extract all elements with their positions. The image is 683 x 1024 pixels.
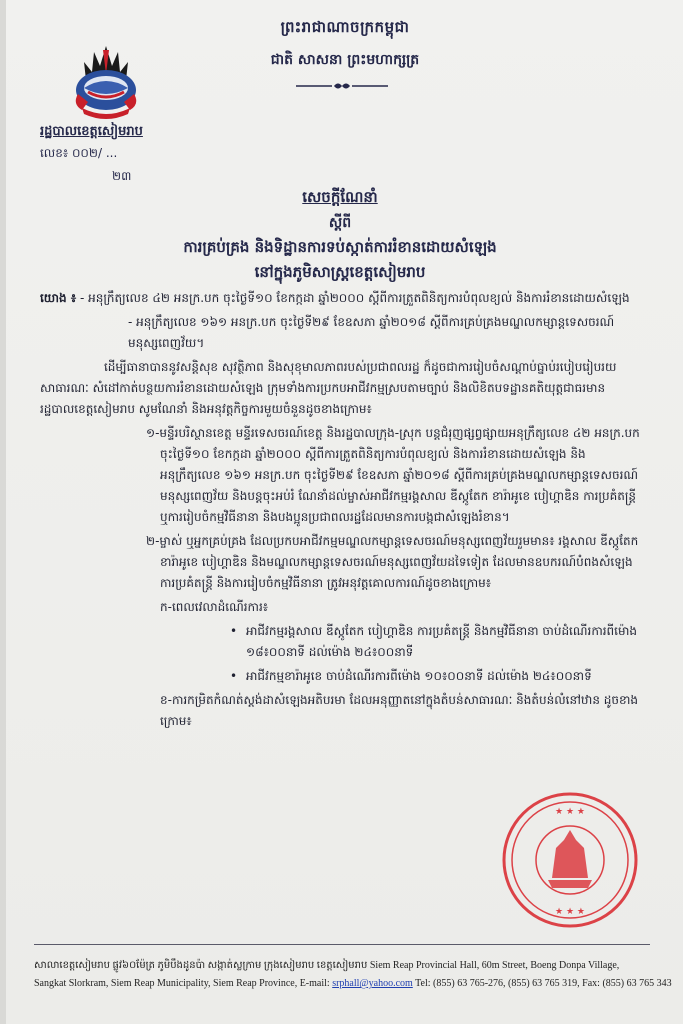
provincial-logo	[70, 44, 142, 120]
sub-item-a: ក-ពេលវេលាដំណើរការ៖	[160, 600, 269, 614]
reference-1-text: - អនុក្រឹត្យលេខ ៤២ អនក្រ.បក ចុះថ្ងៃទី១០ ខែកក្កដា ឆ្នាំ២០០០ ស្តីពីការត្រួតពិនិត្យការបំពុលខ្យល់ និងការរំខានដោយសំឡេង	[79, 291, 630, 305]
footer-phone: Tel: (855) 63 765-276, (855) 63 765 319, Fax: (855) 63 765 343	[415, 978, 672, 989]
footer-address-km: សាលាខេត្តសៀមរាប ផ្លូវ៦០ម៉ែត្រ ភូមិបឹងដូនប៉ា សង្កាត់ស្លក្រាម ក្រុងសៀមរាប ខេត្តសៀមរាប	[34, 960, 368, 971]
document-body	[40, 288, 640, 735]
item-1: ១-មន្ទីរបរិស្ថានខេត្ត មន្ទីរទេសចរណ៍ខេត្ត និងរដ្ឋបាលក្រុង-ស្រុក បន្តជំរុញផ្សព្វផ្សាយអនុក្រឹត្យលេខ ៤២ អនក្រ.បក ចុះថ្ងៃទី១០ ខែកក្កដា ឆ្នាំ២០០០ ស្តីពីការត្រួតពិនិត្យការបំពុលខ្យល់ និងការរំខានដោយសំឡេង និងអនុក្រឹត្យលេខ ១៦១ អនក្រ.បក ចុះថ្ងៃទី២៩ ខែឧសភា ឆ្នាំ២០១៨ ស្តីពីការគ្រប់គ្រងមណ្ឌលកម្សាន្តទេសចរណ៍មនុស្សពេញវ័យ និងបន្តចុះអប់រំ ណែនាំដល់ម្ចាស់អាជីវកម្មរង្គសាល ឌីស្កូតែក ខារ៉ាអូខេ បៀហ្គាឌិន ការប្រគំតន្ត្រី ឬការរៀបចំកម្មវិធីនានា និងបងប្អូនប្រជាពលរដ្ឋដែលមានការបង្កជាសំឡេងរំខាន។	[146, 426, 640, 524]
svg-text:★ ★ ★: ★ ★ ★	[555, 807, 585, 817]
footer-address	[34, 958, 652, 973]
ornament-divider	[292, 80, 392, 92]
reference-1	[40, 288, 640, 309]
footer-location: Sangkat Slorkram, Siem Reap Municipality, Siem Reap Province, E-mail:	[34, 978, 330, 989]
item-2: ២-ម្ចាស់ ឬអ្នកគ្រប់គ្រង ដែលប្រកបអាជីវកម្មមណ្ឌលកម្សាន្តទេសចរណ៍មនុស្សពេញវ័យរួមមាន៖ រង្គសាល ឌីស្កូតែក ខារ៉ាអូខេ បៀហ្គាឌិន និងមណ្ឌលកម្សាន្តទេសចរណ៍មនុស្សពេញវ័យដទៃទៀត ដែលមានឧបករណ៍បំពងសំឡេង ការប្រគំតន្ត្រី និងការរៀបចំកម្មវិធីនានា ត្រូវអនុវត្តគោលការណ៍ដូចខាងក្រោម៖	[146, 534, 639, 590]
intro-paragraph: ដើម្បីធានាបាននូវសន្តិសុខ សុវត្ថិភាព និងសុខុមាលភាពរបស់ប្រជាពលរដ្ឋ ក៏ដូចជាការរៀបចំសណ្តាប់ធ្នាប់របៀបរៀបរយសាធារណៈ សំដៅកាត់បន្ថយការរំខានដោយសំឡេង ក្រុមទាំងការប្រកបអាជីវកម្មស្របតាមច្បាប់ និងលិខិតបទដ្ឋានគតិយុត្តជាធរមាន រដ្ឋបាលខេត្តសៀមរាប សូមណែនាំ និងអនុវត្តកិច្ចការមួយចំនួនដូចខាងក្រោម៖	[40, 360, 617, 416]
national-motto: ជាតិ សាសនា ព្រះមហាក្សត្រ	[270, 52, 420, 68]
reference-year: ២៣	[112, 169, 132, 183]
page-edge	[0, 0, 6, 1024]
svg-text:★ ★ ★: ★ ★ ★	[555, 907, 585, 917]
reference-label: យោង ៖	[40, 291, 77, 305]
footer-address-en: Siem Reap Provincial Hall, 60m Street, Boeng Donpa Village,	[369, 960, 620, 971]
kingdom-heading: ព្រះរាជាណាចក្រកម្ពុជា	[280, 18, 410, 36]
title-scope: នៅក្នុងភូមិសាស្ត្រខេត្តសៀមរាប	[254, 263, 426, 281]
footer-contact	[34, 978, 672, 989]
bullet-1: • អាជីវកម្មរង្គសាល ឌីស្កូតែក បៀហ្គាឌិន ការប្រគំតន្ត្រី និងកម្មវិធីនានា ចាប់ដំណើរការពីម៉ោង ១៨៖០០នាទី ដល់ម៉ោង ២៤៖០០នាទី	[40, 621, 640, 663]
official-seal-stamp	[500, 790, 640, 930]
reference-2: - អនុក្រឹត្យលេខ ១៦១ អនក្រ.បក ចុះថ្ងៃទី២៩ ខែឧសភា ឆ្នាំ២០១៨ ស្តីពីការគ្រប់គ្រងមណ្ឌលកម្សាន្តទេសចរណ៍មនុស្សពេញវ័យ។	[128, 315, 615, 350]
issuer-name: រដ្ឋបាលខេត្តសៀមរាប	[40, 124, 143, 139]
title-about: ស្តីពី	[328, 215, 352, 231]
bullet-2: • អាជីវកម្មខារ៉ាអូខេ ចាប់ដំណើរការពីម៉ោង ១០៖០០នាទី ដល់ម៉ោង ២៤៖០០នាទី	[40, 666, 640, 687]
document-title: សេចក្តីណែនាំ	[302, 188, 378, 206]
title-subject: ការគ្រប់គ្រង និងទិដ្ឋានការទប់ស្កាត់ការរំខានដោយសំឡេង	[183, 238, 497, 256]
footer-divider	[34, 944, 650, 945]
sub-item-b: ខ-ការកម្រិតកំណត់ស្តង់ដាសំឡេងអតិបរមា ដែលអនុញ្ញាតនៅក្នុងតំបន់សាធារណៈ និងតំបន់លំនៅឋាន ដូចខាងក្រោម៖	[160, 693, 639, 728]
reference-number: លេខ៖ ០០២/ ...	[40, 146, 118, 160]
footer-email-link[interactable]: srphall@yahoo.com	[332, 978, 413, 989]
